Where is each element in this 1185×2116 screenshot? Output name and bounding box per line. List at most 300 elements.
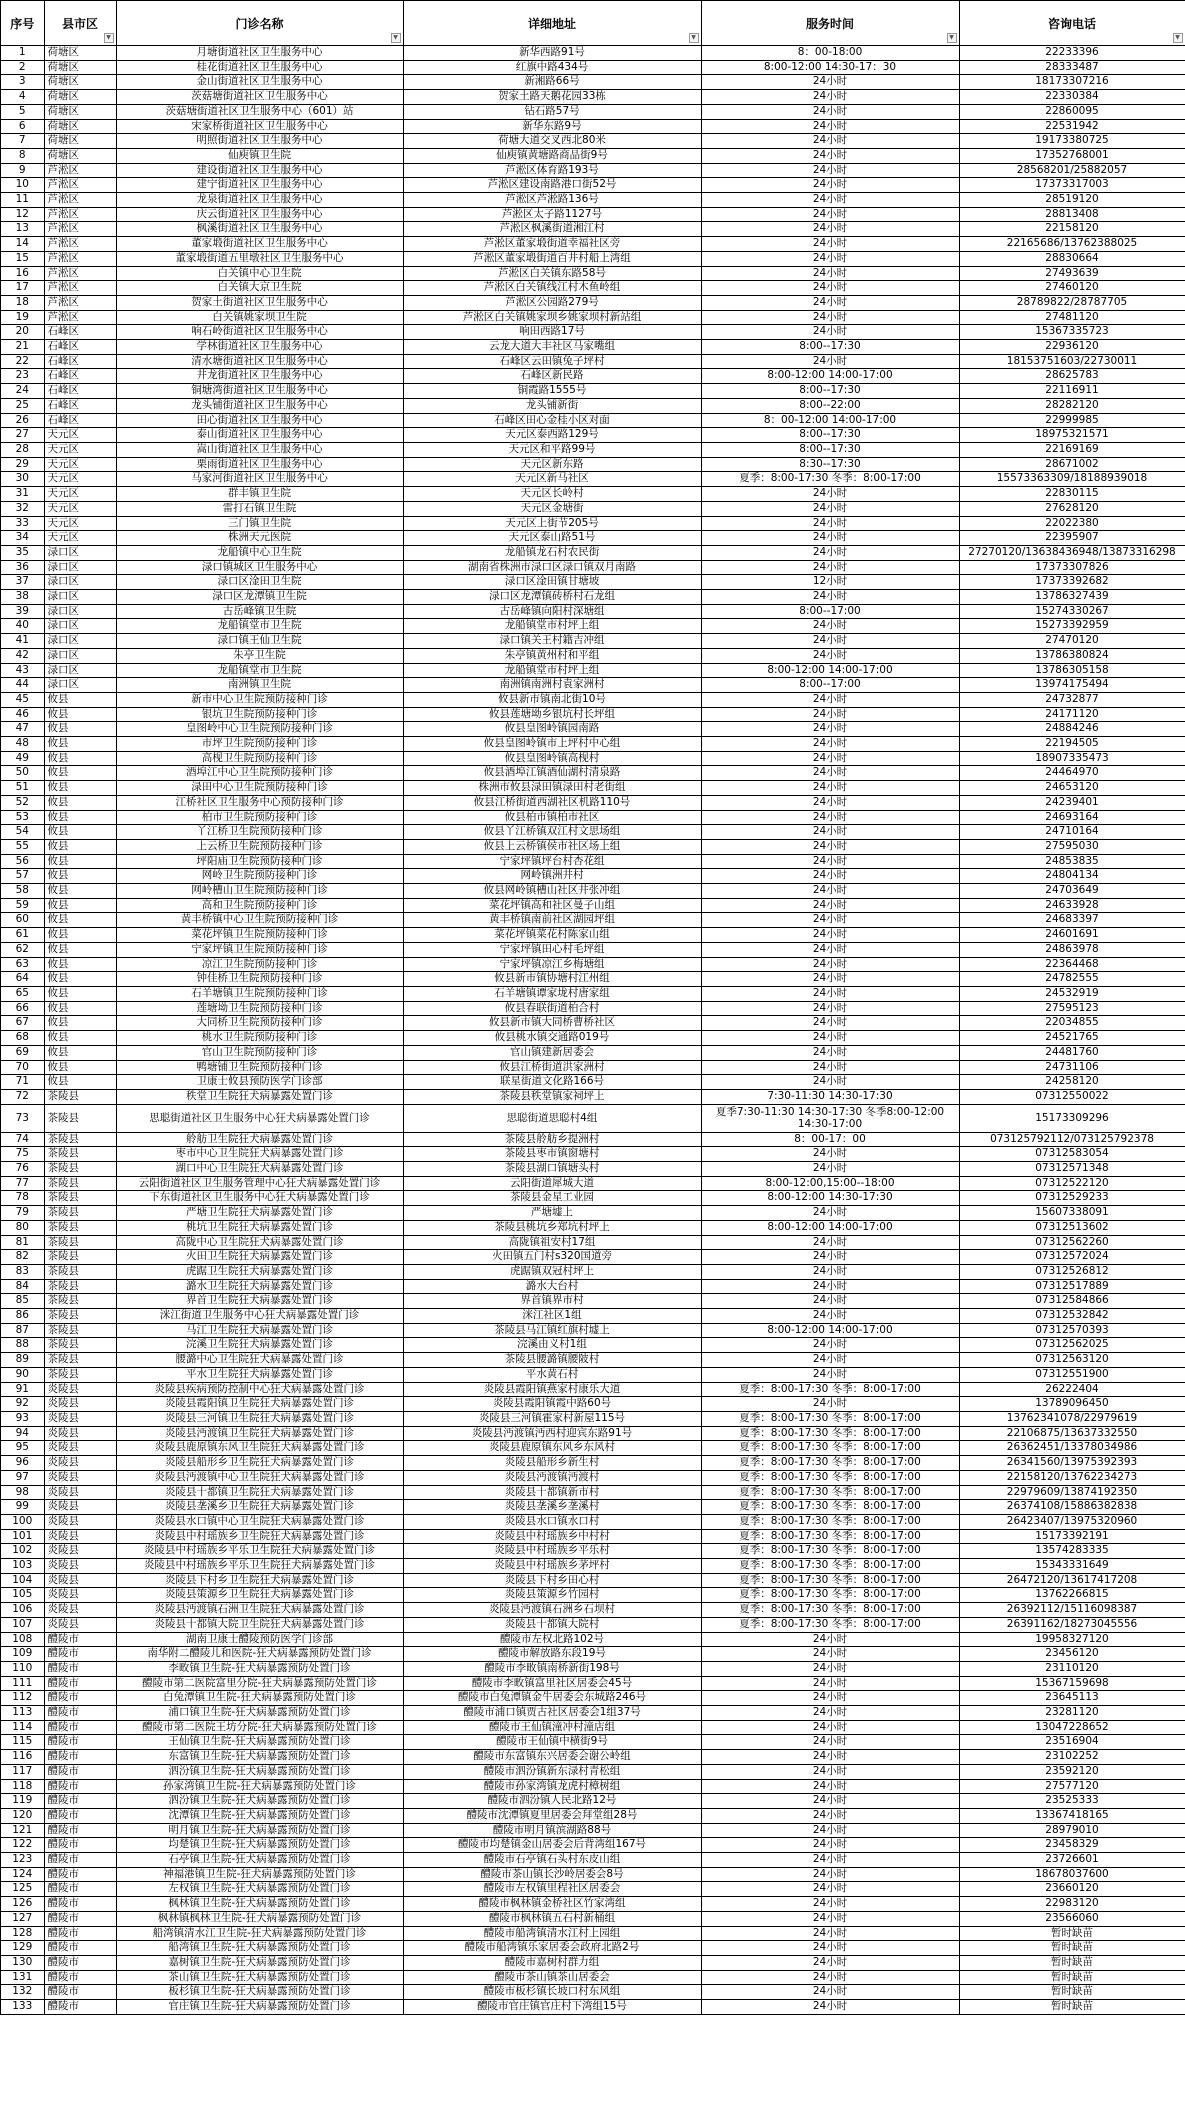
cell-address[interactable]: 响田西路17号 (403, 325, 701, 340)
cell-district[interactable]: 芦淞区 (44, 193, 116, 208)
cell-service-hours[interactable]: 24小时 (701, 1838, 959, 1853)
cell-address[interactable]: 攸县皇图岭镇高枧村 (403, 751, 701, 766)
cell-phone[interactable]: 15273392959 (959, 619, 1185, 634)
cell-service-hours[interactable]: 24小时 (701, 884, 959, 899)
cell-phone[interactable]: 22983120 (959, 1897, 1185, 1912)
cell-phone[interactable]: 24703649 (959, 884, 1185, 899)
cell-service-hours[interactable]: 8:00--22:00 (701, 398, 959, 413)
cell-service-hours[interactable]: 8:00-12:00 14:00-17:00 (701, 1220, 959, 1235)
cell-service-hours[interactable]: 24小时 (701, 1060, 959, 1075)
cell-phone[interactable]: 27493639 (959, 266, 1185, 281)
cell-seq[interactable]: 52 (1, 795, 44, 810)
cell-phone[interactable]: 24782555 (959, 972, 1185, 987)
cell-address[interactable]: 炎陵县沔渡镇石洲乡石坝村 (403, 1603, 701, 1618)
cell-district[interactable]: 攸县 (44, 884, 116, 899)
cell-service-hours[interactable]: 24小时 (701, 516, 959, 531)
cell-phone[interactable]: 23281120 (959, 1706, 1185, 1721)
cell-phone[interactable]: 17373307826 (959, 560, 1185, 575)
cell-seq[interactable]: 103 (1, 1559, 44, 1574)
cell-district[interactable]: 攸县 (44, 898, 116, 913)
cell-district[interactable]: 醴陵市 (44, 1911, 116, 1926)
cell-clinic-name[interactable]: 炎陵县水口镇中心卫生院狂犬病暴露处置门诊 (116, 1514, 403, 1529)
cell-phone[interactable]: 28830664 (959, 251, 1185, 266)
cell-phone[interactable]: 13786305158 (959, 663, 1185, 678)
cell-address[interactable]: 芦淞区白关镇线江村木鱼岭组 (403, 281, 701, 296)
cell-clinic-name[interactable]: 东富镇卫生院-狂犬病暴露预防处置门诊 (116, 1750, 403, 1765)
cell-service-hours[interactable]: 8:00-12:00,15:00--18:00 (701, 1176, 959, 1191)
cell-district[interactable]: 荷塘区 (44, 148, 116, 163)
cell-address[interactable]: 天元区金塘街 (403, 501, 701, 516)
cell-address[interactable]: 宁家坪镇凉江乡梅塘组 (403, 957, 701, 972)
cell-service-hours[interactable]: 24小时 (701, 854, 959, 869)
cell-seq[interactable]: 126 (1, 1897, 44, 1912)
cell-address[interactable]: 炎陵县策源乡竹园村 (403, 1588, 701, 1603)
cell-clinic-name[interactable]: 湖口中心卫生院狂犬病暴露处置门诊 (116, 1162, 403, 1177)
cell-seq[interactable]: 89 (1, 1353, 44, 1368)
cell-district[interactable]: 天元区 (44, 516, 116, 531)
cell-address[interactable]: 石峰区田心金桂小区对面 (403, 413, 701, 428)
cell-district[interactable]: 攸县 (44, 987, 116, 1002)
cell-seq[interactable]: 104 (1, 1573, 44, 1588)
cell-address[interactable]: 醴陵市李畋镇南桥新街198号 (403, 1661, 701, 1676)
cell-address[interactable]: 醴陵市船湾镇清水江村上园组 (403, 1926, 701, 1941)
cell-clinic-name[interactable]: 嵩山街道社区卫生服务中心 (116, 442, 403, 457)
cell-seq[interactable]: 18 (1, 295, 44, 310)
cell-district[interactable]: 渌口区 (44, 545, 116, 560)
cell-clinic-name[interactable]: 桃水卫生院预防接种门诊 (116, 1031, 403, 1046)
cell-service-hours[interactable]: 24小时 (701, 1206, 959, 1221)
cell-clinic-name[interactable]: 仙庾镇卫生院 (116, 148, 403, 163)
cell-district[interactable]: 炎陵县 (44, 1382, 116, 1397)
cell-service-hours[interactable]: 8:00--17:30 (701, 340, 959, 355)
cell-phone[interactable]: 24853835 (959, 854, 1185, 869)
cell-service-hours[interactable]: 夏季：8:00-17:30 冬季：8:00-17:00 (701, 1559, 959, 1574)
cell-service-hours[interactable]: 24小时 (701, 237, 959, 252)
cell-address[interactable]: 潞水大台村 (403, 1279, 701, 1294)
cell-phone[interactable]: 18173307216 (959, 75, 1185, 90)
cell-service-hours[interactable]: 24小时 (701, 148, 959, 163)
cell-clinic-name[interactable]: 嘉树镇卫生院-狂犬病暴露预防处置门诊 (116, 1956, 403, 1971)
cell-district[interactable]: 天元区 (44, 457, 116, 472)
cell-clinic-name[interactable]: 白关镇大京卫生院 (116, 281, 403, 296)
cell-district[interactable]: 茶陵县 (44, 1206, 116, 1221)
cell-address[interactable]: 龙船镇龙石村农民街 (403, 545, 701, 560)
cell-district[interactable]: 茶陵县 (44, 1132, 116, 1147)
cell-seq[interactable]: 55 (1, 839, 44, 854)
cell-district[interactable]: 醴陵市 (44, 1882, 116, 1897)
cell-seq[interactable]: 35 (1, 545, 44, 560)
cell-service-hours[interactable]: 24小时 (701, 560, 959, 575)
cell-service-hours[interactable]: 24小时 (701, 1367, 959, 1382)
cell-clinic-name[interactable]: 浦口镇卫生院-狂犬病暴露预防处置门诊 (116, 1706, 403, 1721)
cell-clinic-name[interactable]: 浣溪卫生院狂犬病暴露处置门诊 (116, 1338, 403, 1353)
cell-address[interactable]: 天元区上街节205号 (403, 516, 701, 531)
cell-district[interactable]: 芦淞区 (44, 310, 116, 325)
cell-seq[interactable]: 85 (1, 1294, 44, 1309)
cell-district[interactable]: 茶陵县 (44, 1367, 116, 1382)
cell-district[interactable]: 芦淞区 (44, 222, 116, 237)
cell-clinic-name[interactable]: 龙船镇中心卫生院 (116, 545, 403, 560)
cell-clinic-name[interactable]: 炎陵县三河镇卫生院狂犬病暴露处置门诊 (116, 1411, 403, 1426)
cell-district[interactable]: 醴陵市 (44, 1926, 116, 1941)
cell-service-hours[interactable]: 8:00--17:00 (701, 604, 959, 619)
cell-seq[interactable]: 2 (1, 60, 44, 75)
cell-phone[interactable]: 22830115 (959, 487, 1185, 502)
cell-address[interactable]: 荷塘大道交叉西北80米 (403, 134, 701, 149)
cell-clinic-name[interactable]: 渌田中心卫生院预防接种门诊 (116, 781, 403, 796)
cell-seq[interactable]: 59 (1, 898, 44, 913)
cell-clinic-name[interactable]: 炎陵县沔渡镇中心卫生院狂犬病暴露处置门诊 (116, 1470, 403, 1485)
cell-address[interactable]: 渌口镇关王村籍吉冲组 (403, 634, 701, 649)
cell-phone[interactable]: 07312570393 (959, 1323, 1185, 1338)
cell-address[interactable]: 炎陵县三河镇霍家村新屋115号 (403, 1411, 701, 1426)
cell-district[interactable]: 石峰区 (44, 369, 116, 384)
cell-phone[interactable]: 24732877 (959, 692, 1185, 707)
cell-seq[interactable]: 28 (1, 442, 44, 457)
cell-seq[interactable]: 62 (1, 942, 44, 957)
cell-seq[interactable]: 60 (1, 913, 44, 928)
cell-district[interactable]: 攸县 (44, 1075, 116, 1090)
cell-seq[interactable]: 120 (1, 1808, 44, 1823)
cell-district[interactable]: 天元区 (44, 531, 116, 546)
cell-seq[interactable]: 66 (1, 1001, 44, 1016)
cell-clinic-name[interactable]: 三门镇卫生院 (116, 516, 403, 531)
cell-phone[interactable]: 22169169 (959, 442, 1185, 457)
cell-address[interactable]: 攸县上云桥镇侯市社区场上组 (403, 839, 701, 854)
cell-phone[interactable]: 27481120 (959, 310, 1185, 325)
cell-service-hours[interactable]: 24小时 (701, 1397, 959, 1412)
cell-clinic-name[interactable]: 炎陵县中村瑶族乡平乐卫生院狂犬病暴露处置门诊 (116, 1544, 403, 1559)
cell-address[interactable]: 醴陵市均楚镇金山居委会后背湾组167号 (403, 1838, 701, 1853)
cell-phone[interactable]: 13762266815 (959, 1588, 1185, 1603)
cell-seq[interactable]: 82 (1, 1250, 44, 1265)
cell-phone[interactable]: 23660120 (959, 1882, 1185, 1897)
cell-phone[interactable]: 22330384 (959, 90, 1185, 105)
cell-service-hours[interactable]: 24小时 (701, 1720, 959, 1735)
cell-seq[interactable]: 80 (1, 1220, 44, 1235)
cell-phone[interactable]: 28625783 (959, 369, 1185, 384)
cell-phone[interactable]: 07312563120 (959, 1353, 1185, 1368)
cell-clinic-name[interactable]: 银坑卫生院预防接种门诊 (116, 707, 403, 722)
cell-seq[interactable]: 69 (1, 1045, 44, 1060)
cell-phone[interactable]: 22106875/13637332550 (959, 1426, 1185, 1441)
cell-clinic-name[interactable]: 井龙街道社区卫生服务中心 (116, 369, 403, 384)
cell-clinic-name[interactable]: 响石岭街道社区卫生服务中心 (116, 325, 403, 340)
cell-service-hours[interactable]: 夏季：8:00-17:30 冬季：8:00-17:00 (701, 1441, 959, 1456)
cell-district[interactable]: 攸县 (44, 810, 116, 825)
cell-district[interactable]: 醴陵市 (44, 1956, 116, 1971)
cell-service-hours[interactable]: 夏季：8:00-17:30 冬季：8:00-17:00 (701, 1588, 959, 1603)
cell-district[interactable]: 渌口区 (44, 663, 116, 678)
cell-district[interactable]: 醴陵市 (44, 1764, 116, 1779)
cell-service-hours[interactable]: 24小时 (701, 531, 959, 546)
cell-clinic-name[interactable]: 庆云街道社区卫生服务中心 (116, 207, 403, 222)
cell-clinic-name[interactable]: 渌口区龙潭镇卫生院 (116, 590, 403, 605)
cell-address[interactable]: 芦淞区白关镇姚家坝乡姚家坝村新站组 (403, 310, 701, 325)
cell-service-hours[interactable]: 24小时 (701, 972, 959, 987)
cell-district[interactable]: 炎陵县 (44, 1470, 116, 1485)
cell-address[interactable]: 茶陵县金星工业园 (403, 1191, 701, 1206)
cell-clinic-name[interactable]: 白兔潭镇卫生院-狂犬病暴露预防处置门诊 (116, 1691, 403, 1706)
cell-address[interactable]: 醴陵市板杉镇长坡口村东风组 (403, 1985, 701, 2000)
cell-seq[interactable]: 115 (1, 1735, 44, 1750)
cell-service-hours[interactable]: 夏季：8:00-17:30 冬季：8:00-17:00 (701, 1544, 959, 1559)
cell-district[interactable]: 攸县 (44, 957, 116, 972)
cell-address[interactable]: 菜花坪镇高和社区曼子山组 (403, 898, 701, 913)
cell-seq[interactable]: 46 (1, 707, 44, 722)
cell-district[interactable]: 渌口区 (44, 648, 116, 663)
cell-seq[interactable]: 102 (1, 1544, 44, 1559)
cell-address[interactable]: 思聪街道思聪村4组 (403, 1104, 701, 1132)
cell-phone[interactable]: 27270120/13638436948/13873316298 (959, 545, 1185, 560)
cell-clinic-name[interactable]: 白关镇中心卫生院 (116, 266, 403, 281)
cell-address[interactable]: 火田镇五门村s320国道旁 (403, 1250, 701, 1265)
cell-district[interactable]: 醴陵市 (44, 1794, 116, 1809)
cell-phone[interactable]: 22034855 (959, 1016, 1185, 1031)
cell-seq[interactable]: 112 (1, 1691, 44, 1706)
cell-district[interactable]: 醴陵市 (44, 1735, 116, 1750)
cell-phone[interactable]: 24532919 (959, 987, 1185, 1002)
cell-phone[interactable]: 26472120/13617417208 (959, 1573, 1185, 1588)
cell-phone[interactable]: 24731106 (959, 1060, 1185, 1075)
cell-seq[interactable]: 22 (1, 354, 44, 369)
cell-seq[interactable]: 16 (1, 266, 44, 281)
cell-district[interactable]: 醴陵市 (44, 1823, 116, 1838)
cell-address[interactable]: 茶陵县马江镇红旗村墟上 (403, 1323, 701, 1338)
cell-district[interactable]: 攸县 (44, 781, 116, 796)
cell-seq[interactable]: 3 (1, 75, 44, 90)
cell-address[interactable]: 醴陵市李畋镇富里社区居委会45号 (403, 1676, 701, 1691)
cell-address[interactable]: 龙头铺新街 (403, 398, 701, 413)
cell-clinic-name[interactable]: 王仙镇卫生院-狂犬病暴露预防处置门诊 (116, 1735, 403, 1750)
cell-address[interactable]: 醴陵市沈潭镇夏里居委会拜堂组28号 (403, 1808, 701, 1823)
cell-service-hours[interactable]: 24小时 (701, 1926, 959, 1941)
cell-address[interactable]: 茶陵县桃坑乡郑坑村坪上 (403, 1220, 701, 1235)
cell-seq[interactable]: 92 (1, 1397, 44, 1412)
cell-service-hours[interactable]: 24小时 (701, 266, 959, 281)
cell-seq[interactable]: 63 (1, 957, 44, 972)
cell-seq[interactable]: 84 (1, 1279, 44, 1294)
cell-district[interactable]: 醴陵市 (44, 1720, 116, 1735)
cell-seq[interactable]: 47 (1, 722, 44, 737)
cell-clinic-name[interactable]: 白关镇姚家坝卫生院 (116, 310, 403, 325)
cell-district[interactable]: 荷塘区 (44, 60, 116, 75)
cell-service-hours[interactable]: 24小时 (701, 737, 959, 752)
cell-clinic-name[interactable]: 明照街道社区卫生服务中心 (116, 134, 403, 149)
cell-phone[interactable]: 07312571348 (959, 1162, 1185, 1177)
cell-phone[interactable]: 24683397 (959, 913, 1185, 928)
cell-service-hours[interactable]: 夏季：8:00-17:30 冬季：8:00-17:00 (701, 472, 959, 487)
cell-seq[interactable]: 5 (1, 104, 44, 119)
cell-clinic-name[interactable]: 炎陵县垄溪乡卫生院狂犬病暴露处置门诊 (116, 1500, 403, 1515)
cell-phone[interactable]: 07312583054 (959, 1147, 1185, 1162)
cell-service-hours[interactable]: 24小时 (701, 501, 959, 516)
cell-seq[interactable]: 113 (1, 1706, 44, 1721)
cell-phone[interactable]: 23645113 (959, 1691, 1185, 1706)
cell-service-hours[interactable]: 24小时 (701, 1706, 959, 1721)
cell-address[interactable]: 铜霞路1555号 (403, 384, 701, 399)
cell-service-hours[interactable]: 24小时 (701, 1882, 959, 1897)
cell-district[interactable]: 荷塘区 (44, 75, 116, 90)
filter-dropdown-icon[interactable]: ▼ (391, 33, 401, 43)
cell-district[interactable]: 醴陵市 (44, 1838, 116, 1853)
cell-phone[interactable]: 13786380824 (959, 648, 1185, 663)
cell-seq[interactable]: 68 (1, 1031, 44, 1046)
cell-address[interactable]: 云阳街道犀城大道 (403, 1176, 701, 1191)
cell-service-hours[interactable]: 24小时 (701, 1309, 959, 1324)
cell-district[interactable]: 石峰区 (44, 384, 116, 399)
cell-service-hours[interactable]: 24小时 (701, 325, 959, 340)
cell-address[interactable]: 攸县网岭镇槽山社区井张冲组 (403, 884, 701, 899)
cell-service-hours[interactable]: 24小时 (701, 869, 959, 884)
cell-phone[interactable]: 22116911 (959, 384, 1185, 399)
cell-service-hours[interactable]: 24小时 (701, 1779, 959, 1794)
cell-address[interactable]: 湖南省株洲市渌口区渌口镇双月南路 (403, 560, 701, 575)
cell-clinic-name[interactable]: 皇图岭中心卫生院预防接种门诊 (116, 722, 403, 737)
cell-clinic-name[interactable]: 界首卫生院狂犬病暴露处置门诊 (116, 1294, 403, 1309)
cell-seq[interactable]: 73 (1, 1104, 44, 1132)
cell-phone[interactable]: 暂时缺苗 (959, 1956, 1185, 1971)
cell-service-hours[interactable]: 24小时 (701, 134, 959, 149)
cell-clinic-name[interactable]: 洣江街道卫生服务中心狂犬病暴露处置门诊 (116, 1309, 403, 1324)
cell-address[interactable]: 攸县丫江桥镇双江村文思场组 (403, 825, 701, 840)
cell-clinic-name[interactable]: 枣市中心卫生院狂犬病暴露处置门诊 (116, 1147, 403, 1162)
cell-seq[interactable]: 128 (1, 1926, 44, 1941)
cell-address[interactable]: 醴陵市左权北路102号 (403, 1632, 701, 1647)
cell-phone[interactable]: 15607338091 (959, 1206, 1185, 1221)
cell-clinic-name[interactable]: 沈潭镇卫生院-狂犬病暴露预防处置门诊 (116, 1808, 403, 1823)
cell-phone[interactable]: 24693164 (959, 810, 1185, 825)
cell-district[interactable]: 醴陵市 (44, 1691, 116, 1706)
cell-address[interactable]: 醴陵市浦口镇贾古社区居委会1组37号 (403, 1706, 701, 1721)
cell-clinic-name[interactable]: 枫林镇卫生院-狂犬病暴露预防处置门诊 (116, 1897, 403, 1912)
cell-service-hours[interactable]: 8:00--17:00 (701, 678, 959, 693)
cell-district[interactable]: 茶陵县 (44, 1235, 116, 1250)
cell-address[interactable]: 炎陵县中村瑶族乡平乐村 (403, 1544, 701, 1559)
cell-address[interactable]: 天元区新马社区 (403, 472, 701, 487)
cell-address[interactable]: 古岳峰镇向阳村深塘组 (403, 604, 701, 619)
cell-service-hours[interactable]: 24小时 (701, 1016, 959, 1031)
cell-seq[interactable]: 78 (1, 1191, 44, 1206)
cell-service-hours[interactable]: 24小时 (701, 1956, 959, 1971)
cell-phone[interactable]: 24633928 (959, 898, 1185, 913)
cell-address[interactable]: 醴陵市嘉树村群力组 (403, 1956, 701, 1971)
cell-district[interactable]: 炎陵县 (44, 1485, 116, 1500)
cell-district[interactable]: 芦淞区 (44, 178, 116, 193)
cell-clinic-name[interactable]: 南华附二醴陵儿和医院-狂犬病暴露预防处置门诊 (116, 1647, 403, 1662)
cell-address[interactable]: 钻石路57号 (403, 104, 701, 119)
cell-clinic-name[interactable]: 炎陵县疾病预防控制中心狂犬病暴露处置门诊 (116, 1382, 403, 1397)
cell-seq[interactable]: 70 (1, 1060, 44, 1075)
cell-clinic-name[interactable]: 网岭槽山卫生院预防接种门诊 (116, 884, 403, 899)
cell-address[interactable]: 醴陵市王仙镇潼冲村潼店组 (403, 1720, 701, 1735)
cell-seq[interactable]: 114 (1, 1720, 44, 1735)
cell-clinic-name[interactable]: 炎陵县中村瑶族乡平乐卫生院狂犬病暴露处置门诊 (116, 1559, 403, 1574)
cell-district[interactable]: 荷塘区 (44, 90, 116, 105)
filter-dropdown-icon[interactable]: ▼ (947, 33, 957, 43)
cell-service-hours[interactable]: 夏季7:30-11:30 14:30-17:30 冬季8:00-12:00 14:30-17:00 (701, 1104, 959, 1132)
cell-service-hours[interactable]: 夏季：8:00-17:30 冬季：8:00-17:00 (701, 1617, 959, 1632)
cell-service-hours[interactable]: 24小时 (701, 1853, 959, 1868)
cell-district[interactable]: 醴陵市 (44, 1941, 116, 1956)
cell-service-hours[interactable]: 24小时 (701, 1823, 959, 1838)
cell-phone[interactable]: 26392112/15116098387 (959, 1603, 1185, 1618)
cell-seq[interactable]: 95 (1, 1441, 44, 1456)
cell-clinic-name[interactable]: 宁家坪镇卫生院预防接种门诊 (116, 942, 403, 957)
cell-phone[interactable]: 24464970 (959, 766, 1185, 781)
cell-service-hours[interactable]: 24小时 (701, 634, 959, 649)
cell-address[interactable]: 茶陵县枣市镇窗塘村 (403, 1147, 701, 1162)
filter-dropdown-icon[interactable]: ▼ (104, 33, 114, 43)
cell-address[interactable]: 茶陵县舲舫乡提洲村 (403, 1132, 701, 1147)
cell-address[interactable]: 醴陵市茶山镇茶山居委会 (403, 1970, 701, 1985)
cell-district[interactable]: 天元区 (44, 501, 116, 516)
cell-seq[interactable]: 8 (1, 148, 44, 163)
cell-service-hours[interactable]: 夏季：8:00-17:30 冬季：8:00-17:00 (701, 1500, 959, 1515)
cell-clinic-name[interactable]: 丫江桥卫生院预防接种门诊 (116, 825, 403, 840)
cell-address[interactable]: 龙船镇堂市村坪上组 (403, 663, 701, 678)
cell-phone[interactable]: 18153751603/22730011 (959, 354, 1185, 369)
cell-phone[interactable]: 23516904 (959, 1735, 1185, 1750)
cell-clinic-name[interactable]: 火田卫生院狂犬病暴露处置门诊 (116, 1250, 403, 1265)
cell-district[interactable]: 攸县 (44, 839, 116, 854)
cell-phone[interactable]: 24863978 (959, 942, 1185, 957)
cell-phone[interactable]: 07312526812 (959, 1264, 1185, 1279)
cell-clinic-name[interactable]: 朱亭卫生院 (116, 648, 403, 663)
cell-seq[interactable]: 90 (1, 1367, 44, 1382)
cell-service-hours[interactable]: 8:00--17:30 (701, 384, 959, 399)
cell-district[interactable]: 攸县 (44, 1001, 116, 1016)
cell-service-hours[interactable]: 24小时 (701, 692, 959, 707)
cell-district[interactable]: 茶陵县 (44, 1279, 116, 1294)
cell-service-hours[interactable]: 24小时 (701, 722, 959, 737)
cell-phone[interactable]: 23110120 (959, 1661, 1185, 1676)
cell-phone[interactable]: 07312572024 (959, 1250, 1185, 1265)
cell-clinic-name[interactable]: 思聪街道社区卫生服务中心狂犬病暴露处置门诊 (116, 1104, 403, 1132)
cell-district[interactable]: 茶陵县 (44, 1294, 116, 1309)
cell-clinic-name[interactable]: 腰潞中心卫生院狂犬病暴露处置门诊 (116, 1353, 403, 1368)
cell-seq[interactable]: 49 (1, 751, 44, 766)
cell-phone[interactable]: 暂时缺苗 (959, 1970, 1185, 1985)
cell-service-hours[interactable]: 24小时 (701, 1867, 959, 1882)
cell-seq[interactable]: 98 (1, 1485, 44, 1500)
cell-seq[interactable]: 41 (1, 634, 44, 649)
cell-district[interactable]: 炎陵县 (44, 1426, 116, 1441)
cell-service-hours[interactable]: 24小时 (701, 1647, 959, 1662)
cell-clinic-name[interactable]: 龙泉街道社区卫生服务中心 (116, 193, 403, 208)
cell-address[interactable]: 南洲镇南洲村袁家洲村 (403, 678, 701, 693)
cell-address[interactable]: 宁家坪镇坪台村杏花组 (403, 854, 701, 869)
cell-district[interactable]: 茶陵县 (44, 1104, 116, 1132)
cell-service-hours[interactable]: 24小时 (701, 207, 959, 222)
cell-phone[interactable]: 073125792112/073125792378 (959, 1132, 1185, 1147)
cell-phone[interactable]: 07312522120 (959, 1176, 1185, 1191)
cell-district[interactable]: 茶陵县 (44, 1191, 116, 1206)
cell-seq[interactable]: 105 (1, 1588, 44, 1603)
cell-district[interactable]: 炎陵县 (44, 1397, 116, 1412)
cell-clinic-name[interactable]: 马家河街道社区卫生服务中心 (116, 472, 403, 487)
cell-district[interactable]: 炎陵县 (44, 1559, 116, 1574)
cell-seq[interactable]: 100 (1, 1514, 44, 1529)
cell-address[interactable]: 炎陵县沔渡镇沔渡村 (403, 1470, 701, 1485)
cell-phone[interactable]: 22979609/13874192350 (959, 1485, 1185, 1500)
cell-seq[interactable]: 87 (1, 1323, 44, 1338)
cell-address[interactable]: 官山镇建新居委会 (403, 1045, 701, 1060)
cell-seq[interactable]: 133 (1, 2000, 44, 2015)
cell-address[interactable]: 天元区长岭村 (403, 487, 701, 502)
cell-address[interactable]: 渌口区淦田镇甘塘坡 (403, 575, 701, 590)
cell-district[interactable]: 醴陵市 (44, 1970, 116, 1985)
